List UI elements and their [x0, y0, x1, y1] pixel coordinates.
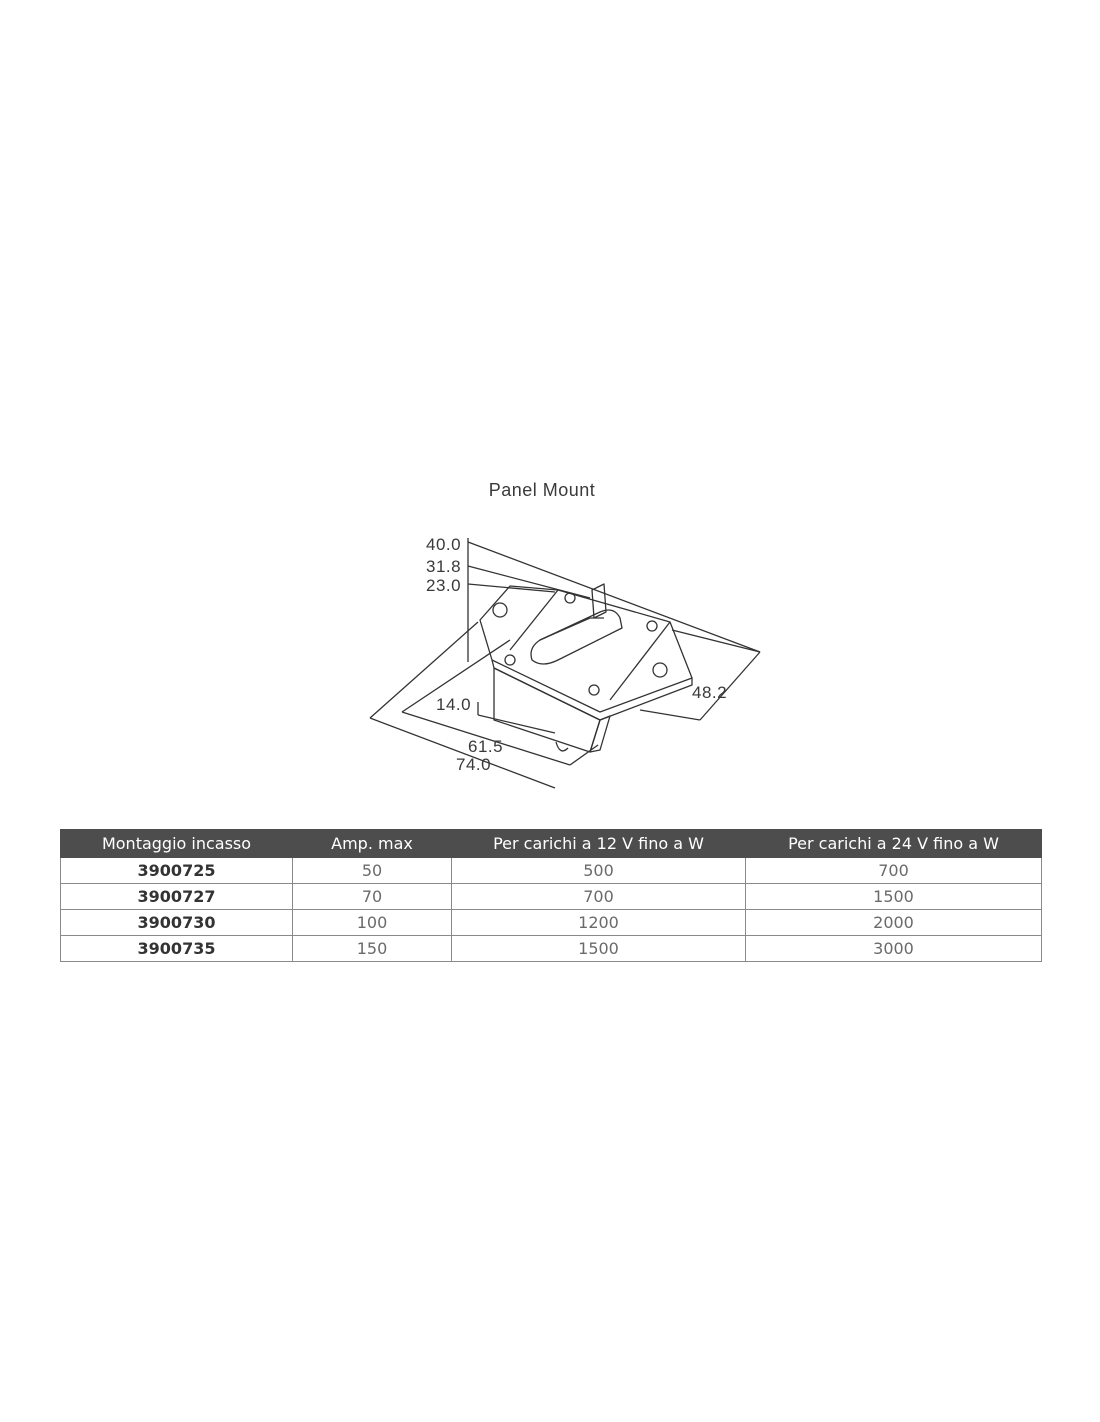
cell-24v: 700	[746, 858, 1042, 884]
body-side	[590, 716, 610, 752]
circuit-breaker-drawing	[360, 530, 780, 790]
cell-amp: 70	[293, 884, 452, 910]
mounting-hole-4	[653, 663, 667, 677]
dim-label-23: 23.0	[426, 576, 462, 595]
dim-48-ext-lower	[640, 710, 700, 720]
ridge-line-1	[510, 590, 558, 650]
spec-table	[60, 829, 1042, 962]
diagram-title: Panel Mount	[488, 480, 596, 500]
cell-code: 3900727	[61, 884, 293, 910]
leader-40	[468, 542, 760, 652]
cell-24v: 3000	[746, 936, 1042, 962]
cell-amp: 100	[293, 910, 452, 936]
cell-amp: 50	[293, 858, 452, 884]
dim-14-line	[478, 715, 555, 733]
header-24v: Per carichi a 24 V fino a W	[746, 830, 1042, 858]
dim-label-48: 48.2	[692, 683, 728, 702]
mounting-hole-6	[589, 685, 599, 695]
table-row	[61, 858, 1042, 884]
base-plate-edge	[492, 660, 692, 720]
body-front	[494, 668, 600, 752]
header-montaggio: Montaggio incasso	[61, 830, 293, 858]
dim-label-31: 31.8	[426, 557, 462, 576]
table-row	[61, 936, 1042, 962]
cell-12v: 700	[452, 884, 746, 910]
cell-amp: 150	[293, 936, 452, 962]
dim-label-61: 61.5	[468, 737, 504, 756]
table-row	[61, 910, 1042, 936]
dim-74-bottom	[370, 718, 555, 788]
cell-code: 3900730	[61, 910, 293, 936]
mounting-hole-3	[647, 621, 657, 631]
mounting-hole-5	[505, 655, 515, 665]
cell-12v: 500	[452, 858, 746, 884]
table-row	[61, 884, 1042, 910]
dim-label-14: 14.0	[436, 695, 472, 714]
cell-code: 3900725	[61, 858, 293, 884]
switch-lever-top	[540, 618, 604, 640]
cell-24v: 1500	[746, 884, 1042, 910]
cell-code: 3900735	[61, 936, 293, 962]
cell-12v: 1500	[452, 936, 746, 962]
base-plate	[480, 586, 692, 712]
mounting-hole-2	[565, 593, 575, 603]
mounting-hole-1	[493, 603, 507, 617]
header-amp: Amp. max	[293, 830, 452, 858]
dim-61-end	[570, 745, 598, 765]
header-12v: Per carichi a 12 V fino a W	[452, 830, 746, 858]
dim-48-ext	[672, 630, 760, 652]
dim-label-40: 40.0	[426, 535, 462, 554]
panel-mount-drawing	[360, 530, 780, 790]
dim-label-74: 74.0	[456, 755, 492, 774]
ridge-line-2	[610, 622, 670, 700]
cell-24v: 2000	[746, 910, 1042, 936]
switch-lever	[531, 610, 622, 664]
cell-12v: 1200	[452, 910, 746, 936]
table-header-row	[61, 830, 1042, 858]
